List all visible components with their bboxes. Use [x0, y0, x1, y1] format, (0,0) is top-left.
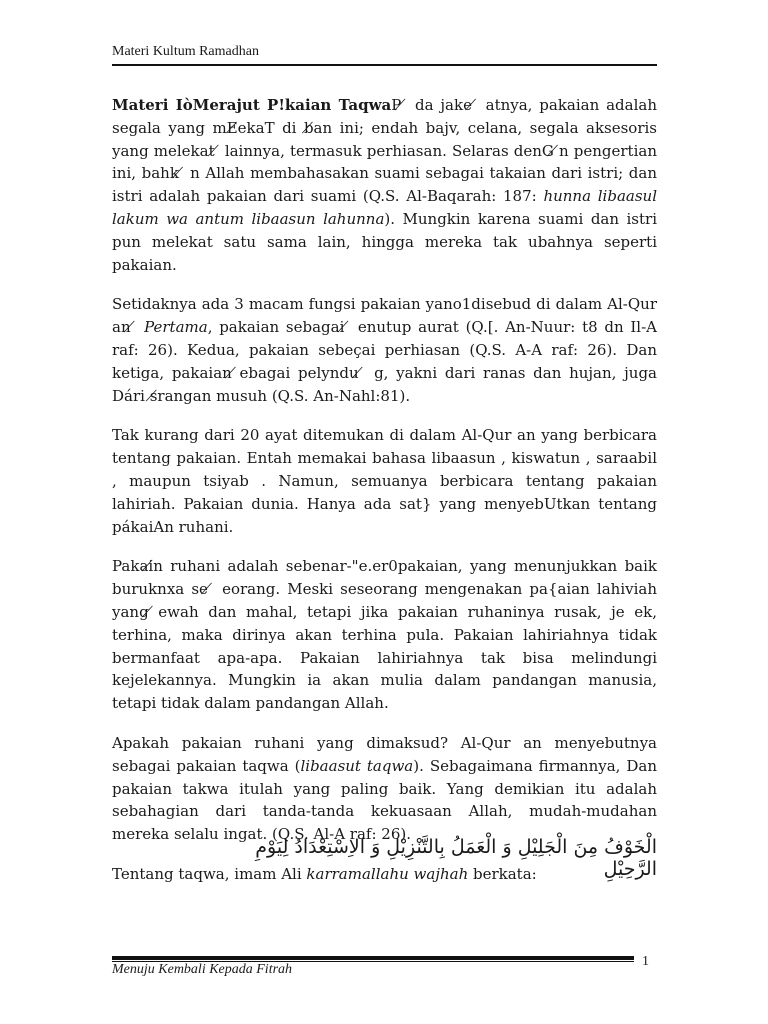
header-rule — [112, 64, 657, 66]
page-footer: Menuju Kembali Kepada Fitrah — [112, 962, 293, 977]
paragraph-4: Pakai̸n ruhani adalah sebenar-"e.er0pakaian, yang menunjukkan baik buruknxa se ̸ eorang. Meski seseorang mengenakan pa{aian lahiviah yang ̸ewah dan mahal, tetapi jika pakaian ruhaninya rusak, je ek, terhina, maka dirinya akan terhina pula. Pakaian lahiriahnya tidak bermanfaat apa-apa. Pakaian lahiriahnya tak bisa melindungi kejelekannya. Mungkin ia akan mulia dalam pandangan manusia, tetapi tidak dalam pandangan Allah. — [112, 557, 657, 713]
paragraph-6-text-a: Tentang taqwa, imam Ali — [112, 864, 307, 883]
paragraph-5-text-a: Apakah pakaian ruhani yang dimaksud? Al-Qur an menyebutnya sebagai pakaian taqwa ( — [112, 733, 657, 775]
paragraph-6-italic: karramallahu wajhah — [306, 864, 469, 883]
paragraph-5-italic: libaasut taqwa — [300, 756, 414, 775]
section-title: Materi IòMerajut P!kaian Taqwa — [112, 96, 392, 114]
paragraph-6-text-b: berkata: — [468, 864, 537, 883]
paragraph-2-italic: Pertama — [144, 318, 208, 337]
footer-rule — [112, 956, 634, 960]
page-number: 1 — [642, 954, 649, 969]
paragraph-5 — [112, 732, 657, 846]
paragraph-2-text-a: Setidaknya ada 3 macam fungsi pakaian yano1disebud di dalam Al-Qur an ̸ — [112, 295, 657, 337]
paragraph-3: Tak kurang dari 20 ayat ditemukan di dalam Al-Qur an yang berbicara tentang pakaian. Entah memakai bahasa libaasun , kiswatun , saraabil , maupun tsiyab . Namun, semuanya berbicara tentang pakaian lahiriah. Pakaian dunia. Hanya ada sat} yang menyebUtkan tentang pákaiAn ruhani. — [112, 426, 657, 536]
paragraph-1-italic: hunna libaasul lakum wa antum libaasun lahunna — [112, 187, 657, 228]
document-body — [112, 94, 657, 903]
paragraph-1-text-a: P ̸ da jake ̸ atnya, pakaian adalah segala yang mE̸ekaT di b̸an ini; endah bajv, celana, segala aksesoris yang melekat ̸ lainnya, termasuk perhiasan. Selaras denG ̸n pengertian ini, bahk ̸ n Allah membahasakan suami sebagai takaian dari istri; dan istri adalah pakaian dari suami (Q.S. Al-Baqarah: 187: — [112, 96, 658, 206]
paragraph-1 — [112, 94, 657, 276]
arabic-quote: الْخَوْفُ مِنَ الْجَلِيْلِ وَ الْعَمَلُ بِالتَّنْزِيْلِ وَ الاِسْتِعْدَادُ لِيَوْمِ الرَّحِيْلِ — [255, 836, 657, 880]
paragraph-5-text-b: ). Sebagaimana firmannya, Dan pakaian takwa itulah yang paling baik. Yang demikian itu adalah sebahagian dari tanda-tanda kekuasaan Allah, mudah-mudahan mereka selalu ingat. (Q.S. Al-A raf: 26). — [112, 756, 658, 844]
page-header: Materi Kultum Ramadhan — [112, 44, 259, 59]
paragraph-2 — [112, 293, 657, 407]
paragraph-1-text-b: ). Mungkin karena suami dan istri pun melekat satu sama lain, hingga mereka tak ubahnya seperti pakaian. — [112, 209, 658, 274]
paragraph-2-text-b: , pakaian sebagai ̸ enutup aurat (Q.[. An-Nuur: t8 dn Il-A raf: 26). Kedua, pakaian sebeçai perhiasan (Q.S. A-A raf: 26). Dan ketiga, pakaian ̸ebagai pelyndu ̸ g, yakni dari ranas dan hujan, juga Dári s̸rangan musuh (Q.S. An-Nahl:81). — [112, 318, 658, 405]
